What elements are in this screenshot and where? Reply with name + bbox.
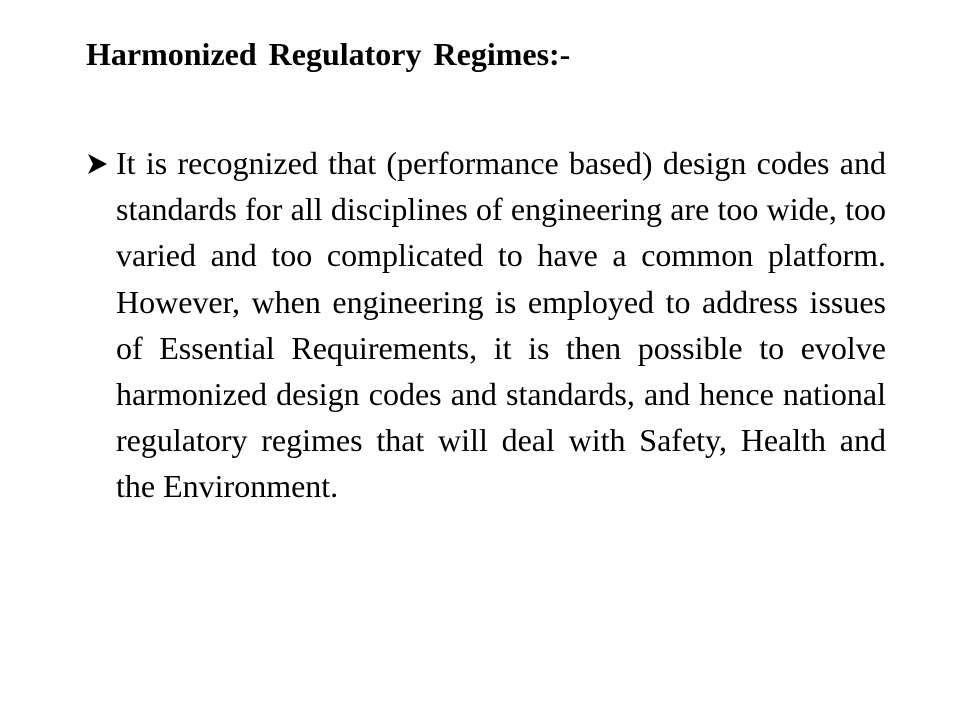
slide-title: Harmonized Regulatory Regimes:- [86,36,571,72]
bullet-item [86,140,886,510]
arrowhead-bullet-icon [86,140,116,186]
bullet-text: It is recognized that (performance based) design codes and standards for all disciplines of engineering are too wide, too varied and too complicated to have a common platform. However, when engineering is employed to address issues of Essential Requirements, it is then possible to evolve harmonized design codes and standards, and hence national regulatory regimes that will deal with Safety, Health and the Environment. [116,145,886,505]
